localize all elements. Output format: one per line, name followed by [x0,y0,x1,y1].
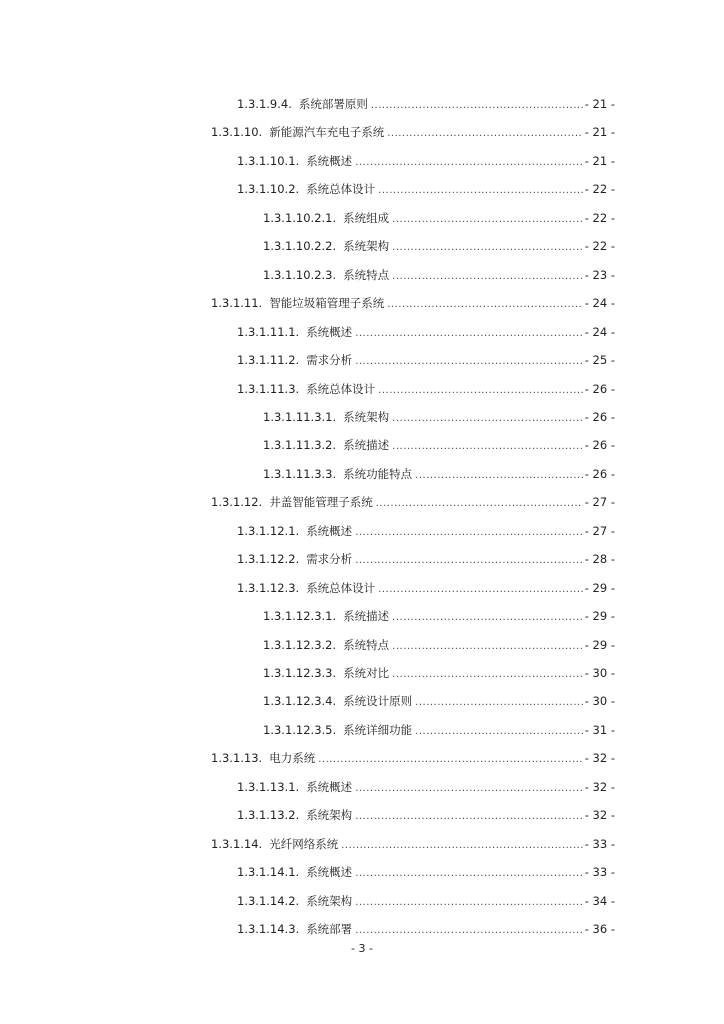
toc-entry[interactable] [211,749,615,767]
toc-entry-page: - 22 - [584,182,615,196]
toc-dot-leader [355,780,583,798]
toc-entry-number: 1.3.1.11.3.3. [263,467,337,481]
toc-entry-title: 需求分析 [306,353,353,367]
toc-entry-page: - 21 - [584,125,615,139]
toc-entry-number: 1.3.1.11.3.1. [263,410,337,424]
toc-dot-leader [355,894,583,912]
toc-entry-title: 需求分析 [306,552,353,566]
toc-entry-page: - 33 - [584,865,615,879]
toc-entry[interactable] [211,493,615,511]
toc-entry-page: - 24 - [584,325,615,339]
toc-entry-page: - 28 - [584,552,615,566]
toc-entry-title: 电力系统 [269,751,316,765]
toc-entry-page: - 26 - [584,467,615,481]
toc-entry-title: 光纤网络系统 [269,837,339,851]
toc-dot-leader [415,723,583,741]
toc-entry-title: 系统概述 [306,325,353,339]
toc-entry-title: 系统功能特点 [343,467,413,481]
toc-entry-title: 系统详细功能 [343,723,413,737]
toc-entry-number: 1.3.1.14. [211,837,263,851]
toc-entry-number: 1.3.1.13.2. [237,808,300,822]
toc-entry-page: - 24 - [584,296,615,310]
toc-entry-number: 1.3.1.12. [211,495,263,509]
toc-entry-number: 1.3.1.10.2.3. [263,268,337,282]
toc-dot-leader [355,808,583,826]
toc-entry-number: 1.3.1.12.3.5. [263,723,337,737]
toc-entry-page: - 33 - [584,837,615,851]
toc-dot-leader [387,125,583,143]
toc-entry-title: 系统设计原则 [343,694,413,708]
toc-entry[interactable] [237,863,615,881]
toc-entry[interactable] [263,721,615,739]
toc-entry-number: 1.3.1.10.2.2. [263,239,337,253]
toc-entry-title: 系统总体设计 [306,382,376,396]
toc-dot-leader [355,922,583,940]
toc-dot-leader [355,154,583,172]
toc-entry[interactable] [237,522,615,540]
toc-dot-leader [392,239,583,257]
toc-entry-page: - 26 - [584,382,615,396]
toc-dot-leader [392,438,583,456]
toc-entry-title: 系统总体设计 [306,182,376,196]
toc-entry-title: 新能源汽车充电子系统 [269,125,385,139]
toc-entry-title: 系统概述 [306,154,353,168]
toc-dot-leader [378,182,583,200]
toc-entry-number: 1.3.1.12.3. [237,581,300,595]
toc-dot-leader [355,325,583,343]
toc-dot-leader [355,865,583,883]
toc-entry-number: 1.3.1.12.2. [237,552,300,566]
toc-dot-leader [415,694,583,712]
toc-entry-title: 系统描述 [343,438,390,452]
toc-entry[interactable] [263,266,615,284]
toc-dot-leader [392,609,583,627]
toc-entry-page: - 27 - [584,524,615,538]
toc-entry-number: 1.3.1.10.2. [237,182,300,196]
toc-dot-leader [392,211,583,229]
toc-entry-page: - 29 - [584,609,615,623]
toc-entry[interactable] [237,920,615,938]
toc-entry-number: 1.3.1.10. [211,125,263,139]
toc-entry[interactable] [237,351,615,369]
toc-entry[interactable] [237,806,615,824]
toc-dot-leader [378,382,583,400]
toc-dot-leader [392,638,583,656]
toc-entry-page: - 21 - [584,154,615,168]
toc-entry-number: 1.3.1.10.1. [237,154,300,168]
toc-entry-page: - 27 - [584,495,615,509]
toc-entry-number: 1.3.1.13.1. [237,780,300,794]
page-number: - 3 - [351,942,373,955]
toc-entry-title: 系统架构 [306,894,353,908]
toc-entry[interactable] [237,550,615,568]
toc-entry-page: - 25 - [584,353,615,367]
toc-entry-number: 1.3.1.11.1. [237,325,300,339]
toc-entry-number: 1.3.1.12.1. [237,524,300,538]
toc-entry-number: 1.3.1.14.2. [237,894,300,908]
toc-entry[interactable] [237,323,615,341]
toc-dot-leader [392,666,583,684]
toc-entry-number: 1.3.1.12.3.4. [263,694,337,708]
toc-entry-title: 系统部署原则 [298,97,368,111]
toc-entry[interactable] [237,892,615,910]
toc-entry-title: 系统组成 [343,211,390,225]
toc-entry[interactable] [263,664,615,682]
toc-entry-page: - 23 - [584,268,615,282]
toc-entry-title: 系统描述 [343,609,390,623]
toc-entry-page: - 32 - [584,751,615,765]
toc-dot-leader [392,410,583,428]
toc-entry-title: 系统部署 [306,922,353,936]
toc-entry-page: - 26 - [584,438,615,452]
toc-entry-title: 系统概述 [306,780,353,794]
toc-entry-page: - 31 - [584,723,615,737]
toc-entry-title: 系统架构 [343,239,390,253]
toc-entry[interactable] [263,607,615,625]
toc-entry-number: 1.3.1.14.1. [237,865,300,879]
toc-entry-title: 智能垃圾箱管理子系统 [269,296,385,310]
toc-entry[interactable] [263,209,615,227]
toc-entry-title: 系统特点 [343,638,390,652]
toc-entry[interactable] [211,123,615,141]
toc-dot-leader [392,268,583,286]
toc-entry[interactable] [211,294,615,312]
toc-entry[interactable] [263,465,615,483]
toc-entry[interactable] [263,408,615,426]
toc-entry[interactable] [263,636,615,654]
toc-entry[interactable] [263,692,615,710]
toc-entry-number: 1.3.1.13. [211,751,263,765]
toc-entry-title: 系统架构 [306,808,353,822]
toc-entry-title: 系统总体设计 [306,581,376,595]
toc-entry-page: - 30 - [584,694,615,708]
toc-entry[interactable] [237,180,615,198]
toc-entry-page: - 29 - [584,581,615,595]
toc-entry-page: - 22 - [584,211,615,225]
toc-entry-number: 1.3.1.11. [211,296,263,310]
toc-dot-leader [355,524,583,542]
toc-entry[interactable] [237,152,615,170]
toc-entry-title: 系统对比 [343,666,390,680]
toc-entry[interactable] [263,436,615,454]
toc-entry-number: 1.3.1.11.2. [237,353,300,367]
toc-dot-leader [415,467,583,485]
toc-entry[interactable] [211,835,615,853]
toc-entry-number: 1.3.1.9.4. [237,97,292,111]
toc-entry-page: - 34 - [584,894,615,908]
toc-dot-leader [378,581,583,599]
toc-entry-page: - 32 - [584,780,615,794]
toc-entry-page: - 26 - [584,410,615,424]
toc-dot-leader [371,97,583,115]
toc-dot-leader [355,353,583,371]
toc-entry-title: 系统架构 [343,410,390,424]
toc-entry-page: - 29 - [584,638,615,652]
toc-entry[interactable] [237,380,615,398]
toc-entry-page: - 22 - [584,239,615,253]
toc-entry-number: 1.3.1.10.2.1. [263,211,337,225]
toc-dot-leader [318,751,583,769]
toc-entry-page: - 30 - [584,666,615,680]
toc-dot-leader [376,495,583,513]
toc-entry[interactable] [263,237,615,255]
toc-entry[interactable] [237,579,615,597]
toc-entry-title: 井盖智能管理子系统 [269,495,373,509]
toc-dot-leader [355,552,583,570]
toc-entry-page: - 32 - [584,808,615,822]
toc-entry-page: - 36 - [584,922,615,936]
toc-entry-title: 系统概述 [306,524,353,538]
toc-entry[interactable] [237,95,615,113]
toc-dot-leader [387,296,583,314]
toc-entry-number: 1.3.1.12.3.1. [263,609,337,623]
toc-entry-number: 1.3.1.11.3.2. [263,438,337,452]
toc-entry-title: 系统特点 [343,268,390,282]
toc-entry-number: 1.3.1.12.3.2. [263,638,337,652]
toc-entry-number: 1.3.1.12.3.3. [263,666,337,680]
toc-entry-number: 1.3.1.11.3. [237,382,300,396]
toc-dot-leader [341,837,583,855]
toc-entry-page: - 21 - [584,97,615,111]
toc-entry-title: 系统概述 [306,865,353,879]
toc-entry[interactable] [237,778,615,796]
toc-entry-number: 1.3.1.14.3. [237,922,300,936]
